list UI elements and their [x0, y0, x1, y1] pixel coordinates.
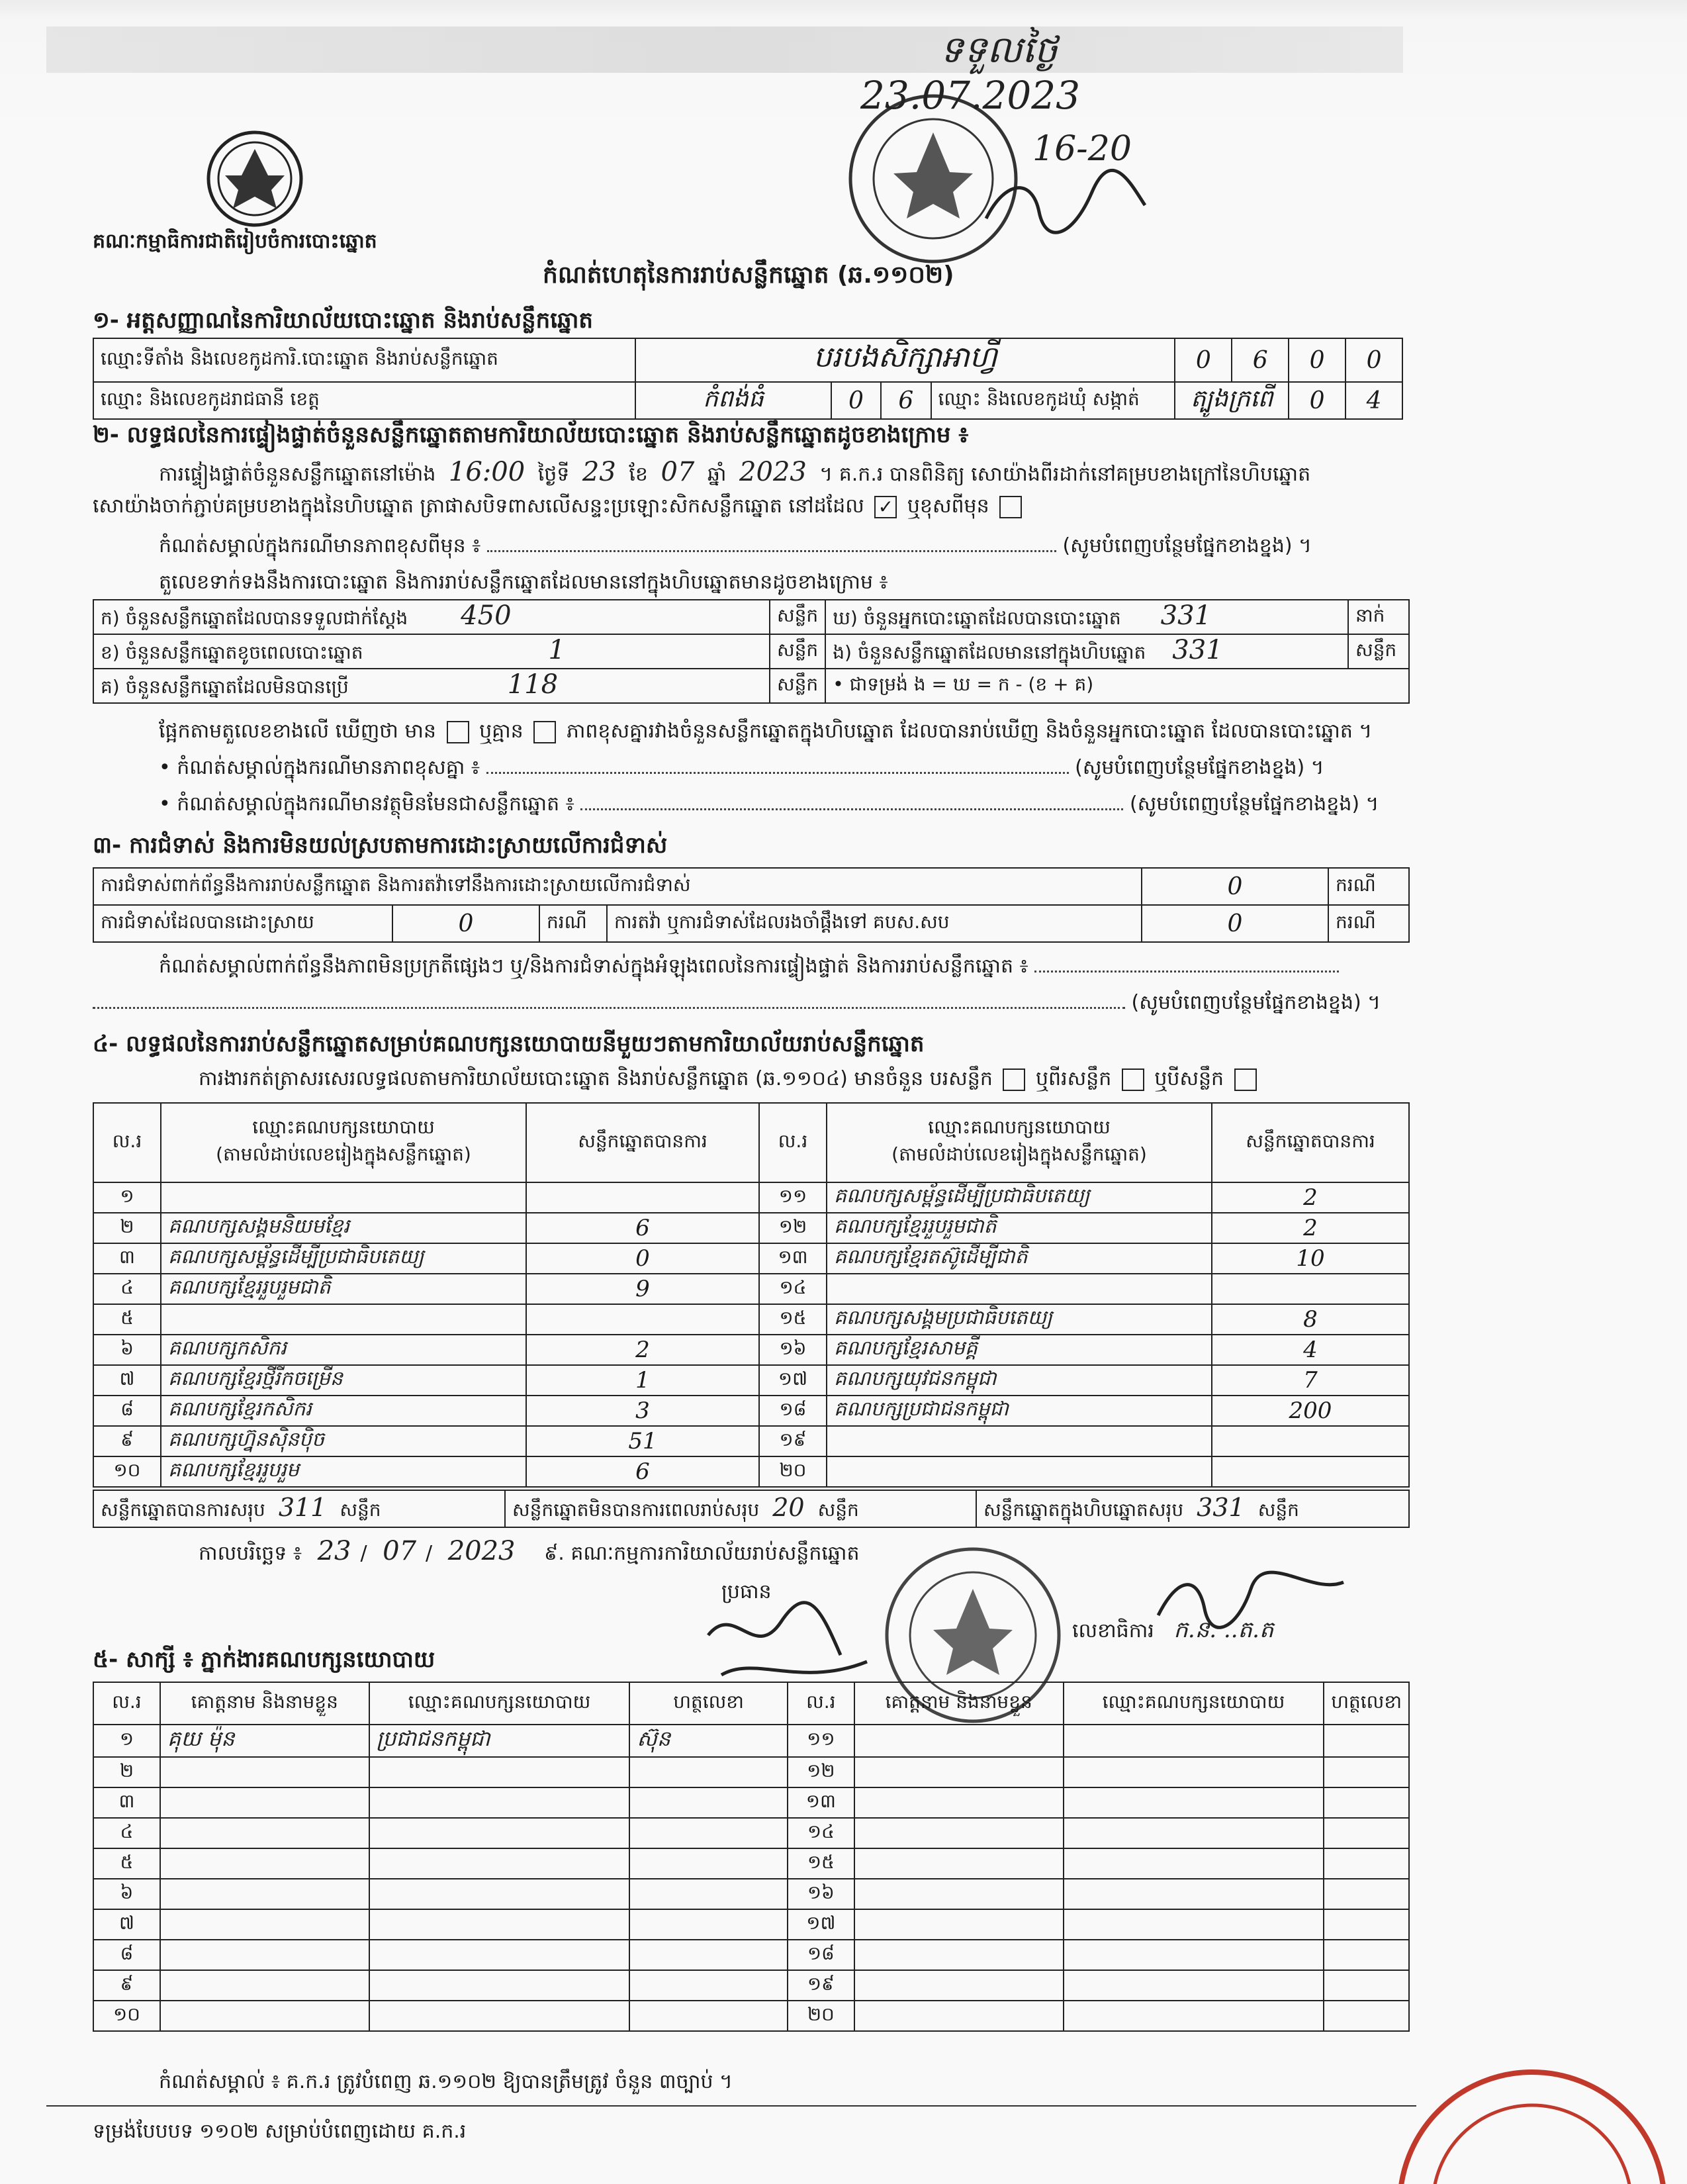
- witness-party: [369, 1757, 630, 1787]
- no-diff-checkbox[interactable]: [533, 721, 556, 743]
- row-no: ១២: [759, 1213, 827, 1243]
- party-name: គណបក្សខ្មែររួបរួមជាតិ: [827, 1213, 1212, 1243]
- province-code-2: 6: [881, 382, 931, 419]
- row-no: ១៥: [788, 1848, 854, 1879]
- row-no: ១១: [788, 1725, 854, 1757]
- case-unit: ករណី: [1328, 905, 1409, 942]
- party-votes: 4: [1212, 1335, 1409, 1365]
- committee-label: ៩. គណៈកម្មការការិយាល័យរាប់សន្លឹកឆ្នោត: [544, 1542, 860, 1565]
- province-code-1: 0: [831, 382, 881, 419]
- compare-line: [159, 718, 1372, 747]
- witness-signature: [1324, 1879, 1409, 1909]
- unused-ballots-value: 118: [507, 669, 559, 700]
- totals-table: [93, 1490, 1410, 1528]
- witness-party: [1064, 1757, 1324, 1787]
- witness-party: [369, 1909, 630, 1940]
- verify-month-label: ខែ: [629, 463, 648, 486]
- row-no: ៣: [93, 1243, 161, 1274]
- section2-title: ២- លទ្ធផលនៃការផ្ទៀងផ្ទាត់ចំនួនសន្លឹកឆ្នោតតាមការិយាល័យបោះឆ្នោត និងរាប់សន្លឹកឆ្នោតដូចខាងក្រោម ៖: [93, 422, 969, 448]
- witness-name: [854, 1787, 1064, 1818]
- witness-signature: [1324, 1970, 1409, 2001]
- witness-signature: [1324, 1940, 1409, 1970]
- row-no: ១៩: [788, 1970, 854, 2001]
- party-votes: 6: [526, 1456, 759, 1487]
- witness-name: [160, 1818, 369, 1848]
- table-row: [93, 1757, 1409, 1787]
- section4-title: ៤- លទ្ធផលនៃការរាប់សន្លឹកឆ្នោតសម្រាប់គណបក្សនយោបាយនីមួយៗតាមការិយាល័យរាប់សន្លឹកឆ្នោត: [93, 1031, 925, 1057]
- unit-cell: សន្លឹក: [1348, 634, 1409, 669]
- province-label: ឈ្មោះ និងលេខកូដរាជធានី ខេត្ត: [93, 382, 635, 419]
- scan-shadow-bar: [46, 26, 1403, 73]
- party-name: គណបក្សសង្គមប្រជាធិបតេយ្យ: [827, 1304, 1212, 1335]
- verify-day-label: ថ្ងៃទី: [537, 463, 570, 486]
- row-no: ១២: [788, 1757, 854, 1787]
- signature-icon: [980, 166, 1152, 245]
- table-row: [93, 1365, 1409, 1396]
- witness-signature: [1324, 1787, 1409, 1818]
- verify-year: 2023: [739, 457, 807, 487]
- witness-name: [854, 1818, 1064, 1848]
- witness-signature: [629, 1940, 787, 1970]
- witness-signature: [1324, 1757, 1409, 1787]
- table-row: [93, 1818, 1409, 1848]
- compare-text: ផ្អែកតាមតួលេខខាងលើ ឃើញថា មាន: [159, 720, 436, 743]
- voters-value: 331: [1160, 600, 1212, 631]
- party-name: គណបក្សខ្មែរថ្មីរីកចម្រើន: [161, 1365, 526, 1396]
- verify-year-label: ឆ្នាំ: [707, 463, 727, 486]
- unchanged-checkbox[interactable]: ✓: [874, 496, 897, 518]
- location-code-3: 0: [1289, 338, 1345, 382]
- row-no: ១៣: [788, 1787, 854, 1818]
- changed-checkbox[interactable]: [999, 496, 1022, 518]
- verify-day: 23: [582, 457, 616, 487]
- three-sheet-checkbox[interactable]: [1234, 1068, 1257, 1091]
- table-row: [93, 1970, 1409, 2001]
- party-votes: 2: [526, 1335, 759, 1365]
- party-votes: 1: [526, 1365, 759, 1396]
- complaints-value: 0: [1142, 868, 1328, 905]
- col-name: គោត្តនាម និងនាមខ្លួន: [854, 1682, 1064, 1725]
- bullet-diff-fill: (សូមបំពេញបន្ថែមផ្នែកខាងខ្នង) ។: [1075, 756, 1324, 779]
- witness-signature: [629, 1909, 787, 1940]
- sheet-count-line: [199, 1066, 1261, 1095]
- section1-table: [93, 338, 1403, 420]
- party-votes: 10: [1212, 1243, 1409, 1274]
- col-sign: ហត្ថលេខា: [1324, 1682, 1409, 1725]
- irregularity-fill: (សូមបំពេញបន្ថែមផ្នែកខាងខ្នង) ។: [1131, 991, 1381, 1014]
- one-sheet-checkbox[interactable]: [1003, 1068, 1025, 1091]
- row-no: ១០: [93, 1456, 161, 1487]
- row-no: ៦: [93, 1879, 160, 1909]
- footnote: កំណត់សម្គាល់ ៖ គ.ក.រ ត្រូវបំពេញ ឆ.១១០២ ឱ្យបានត្រឹមត្រូវ ចំនួន ៣ច្បាប់ ។: [159, 2070, 733, 2093]
- party-votes: 7: [1212, 1365, 1409, 1396]
- col-votes: សន្លឹកឆ្នោតបានការ: [526, 1103, 759, 1182]
- figures-table: [93, 599, 1410, 704]
- witness-signature: ស៊ុន: [629, 1725, 787, 1757]
- col-sign: ហត្ថលេខា: [629, 1682, 787, 1725]
- party-votes: 200: [1212, 1396, 1409, 1426]
- witness-name: [160, 1879, 369, 1909]
- secretary-label: លេខាធិការ: [1072, 1619, 1154, 1642]
- table-row: [93, 1940, 1409, 1970]
- commune-code-2: 4: [1345, 382, 1402, 419]
- row-no: ១៤: [788, 1818, 854, 1848]
- witness-name: [854, 1725, 1064, 1757]
- party-name: [827, 1274, 1212, 1304]
- unit-cell: សន្លឹក: [770, 669, 825, 703]
- secretary-signature-icon: [1152, 1569, 1350, 1635]
- witness-party: [369, 1787, 630, 1818]
- location-label: ឈ្មោះទីតាំង និងលេខកូដការិ.បោះឆ្នោត និងរាប់សន្លឹកឆ្នោត: [93, 338, 635, 382]
- compare-rest: ភាពខុសគ្នារវាងចំនួនសន្លឹកឆ្នោតក្នុងហិបឆ្នោត ដែលបានរាប់ឃើញ និងចំនួនអ្នកបោះឆ្នោត ដែលបានបោះឆ្នោត ។: [566, 720, 1373, 743]
- unused-ballots-row: គ) ចំនួនសន្លឹកឆ្នោតដែលមិនបានប្រើ 118: [93, 669, 770, 703]
- party-votes: 6: [526, 1213, 759, 1243]
- table-row: [93, 1909, 1409, 1940]
- party-name: គណបក្សសម្ព័ន្ធដើម្បីប្រជាធិបតេយ្យ: [161, 1243, 526, 1274]
- total-valid-cell: សន្លឹកឆ្នោតបានការសរុប 311 សន្លឹក: [93, 1490, 505, 1527]
- row-no: ៤: [93, 1818, 160, 1848]
- col-no: ល.រ: [759, 1103, 827, 1182]
- party-name: គណបក្សខ្មែររួបរួម: [161, 1456, 526, 1487]
- party-votes: [526, 1304, 759, 1335]
- witness-signature: [629, 1970, 787, 2001]
- row-no: ៣: [93, 1787, 160, 1818]
- verify-line-2: [93, 493, 1026, 522]
- table-row: [93, 1456, 1409, 1487]
- location-code-2: 6: [1232, 338, 1289, 382]
- table-row: [93, 1426, 1409, 1456]
- witness-signature: [1324, 1818, 1409, 1848]
- section3-title: ៣- ការជំទាស់ និងការមិនយល់ស្របតាមការដោះស្រាយលើការជំទាស់: [93, 832, 668, 859]
- org-name: គណៈកម្មាធិការជាតិរៀបចំការបោះឆ្នោត: [93, 230, 377, 253]
- resolved-label: ការជំទាស់ដែលបានដោះស្រាយ: [93, 905, 392, 942]
- row-no: ១៨: [788, 1940, 854, 1970]
- note-diff-fill: (សូមបំពេញបន្ថែមផ្នែកខាងខ្នង) ។: [1062, 534, 1312, 557]
- witness-signature: [1324, 1848, 1409, 1879]
- table-row: [93, 1725, 1409, 1757]
- note-diff-line: [159, 533, 1403, 562]
- party-votes: 51: [526, 1426, 759, 1456]
- row-no: ២០: [759, 1456, 827, 1487]
- row-no: ៥: [93, 1848, 160, 1879]
- bullet-object-label: • កំណត់សម្គាល់ក្នុងករណីមានវត្ថុមិនមែនជាសន្លឹកឆ្នោត ៖: [159, 792, 574, 816]
- witness-party: [1064, 1970, 1324, 2001]
- col-party: ឈ្មោះគណបក្សនយោបាយ: [369, 1682, 630, 1725]
- row-no: ៧: [93, 1909, 160, 1940]
- party-name: [161, 1304, 526, 1335]
- date-line: កាលបរិច្ឆេទ ៖ 23 / 07 / 2023 ៩. គណៈកម្មការការិយាល័យរាប់សន្លឹកឆ្នោត: [199, 1536, 860, 1566]
- location-value: បរបងសិក្សាអាហ្វី: [635, 338, 1175, 382]
- row-no: ១០: [93, 2001, 160, 2031]
- pending-label: ការតវ៉ា ឬការជំទាស់ដែលរងចាំផ្តឹងទៅ គបស.សប: [607, 905, 1142, 942]
- received-time: 16-20: [1032, 129, 1132, 169]
- party-votes: 9: [526, 1274, 759, 1304]
- party-votes: [1212, 1274, 1409, 1304]
- witness-party: [1064, 1940, 1324, 1970]
- commune-label: ឈ្មោះ និងលេខកូដឃុំ សង្កាត់: [931, 382, 1175, 419]
- no-diff-label: ឬគ្មាន: [479, 720, 524, 743]
- unit-cell: នាក់: [1348, 600, 1409, 634]
- table-row: [93, 1243, 1409, 1274]
- row-no: ១: [93, 1182, 161, 1213]
- col-votes: សន្លឹកឆ្នោតបានការ: [1212, 1103, 1409, 1182]
- witness-party: [1064, 1818, 1324, 1848]
- verify-month: 07: [661, 457, 695, 487]
- total-box-value: 331: [1197, 1492, 1245, 1522]
- row-no: ១៣: [759, 1243, 827, 1274]
- witness-party: [1064, 1909, 1324, 1940]
- row-no: ២: [93, 1213, 161, 1243]
- formula-cell: • ជាទម្រង់ ង = ឃ = ក - (ខ + គ): [825, 669, 1409, 703]
- row-no: ១៩: [759, 1426, 827, 1456]
- witness-signature: [629, 2001, 787, 2031]
- spoiled-ballots-row: ខ) ចំនួនសន្លឹកឆ្នោតខូចពេលបោះឆ្នោត 1: [93, 634, 770, 669]
- row-no: ៥: [93, 1304, 161, 1335]
- witness-party: [369, 1940, 630, 1970]
- row-no: ១៨: [759, 1396, 827, 1426]
- verify-time-label: ការផ្ទៀងផ្ទាត់ចំនួនសន្លឹកឆ្នោតនៅម៉ោង: [159, 463, 436, 486]
- complaints-label: ការជំទាស់ពាក់ព័ន្ធនឹងការរាប់សន្លឹកឆ្នោត និងការតវ៉ាទៅនឹងការដោះស្រាយលើការជំទាស់: [93, 868, 1142, 905]
- sheet-count-label: ការងារកត់ត្រាសរសេរលទ្ធផលតាមការិយាល័យបោះឆ្នោត និងរាប់សន្លឹកឆ្នោត (ឆ.១១០៤) មានចំនួន បរសន្លឹក: [199, 1067, 993, 1090]
- witness-name: គុយ ម៉ុន: [160, 1725, 369, 1757]
- col-party: ឈ្មោះគណបក្សនយោបាយ (តាមលំដាប់លេខរៀងក្នុងសន្លឹកឆ្នោត): [161, 1103, 526, 1182]
- witness-party: ប្រជាជនកម្ពុជា: [369, 1725, 630, 1757]
- received-ballots-value: 450: [461, 600, 512, 631]
- resolved-value: 0: [392, 905, 539, 942]
- irregularity-note: [159, 953, 1403, 982]
- witness-name: [160, 1909, 369, 1940]
- table-row: [93, 1182, 1409, 1213]
- party-name: [161, 1182, 526, 1213]
- party-votes: [1212, 1456, 1409, 1487]
- row-no: ២: [93, 1757, 160, 1787]
- party-votes: 3: [526, 1396, 759, 1426]
- case-unit: ករណី: [539, 905, 607, 942]
- spoiled-ballots-value: 1: [548, 635, 565, 665]
- box-ballots-row: ង) ចំនួនសន្លឹកឆ្នោតដែលមាននៅក្នុងហិបឆ្នោត 331: [825, 634, 1348, 669]
- witness-name: [854, 2001, 1064, 2031]
- party-name: គណបក្សសម្ព័ន្ធដើម្បីប្រជាធិបតេយ្យ: [827, 1182, 1212, 1213]
- witness-table: [93, 1682, 1410, 2032]
- bullet-object-line: [159, 791, 1403, 820]
- witness-party: [369, 1848, 630, 1879]
- witness-name: [854, 1879, 1064, 1909]
- col-name: គោត្តនាម និងនាមខ្លួន: [160, 1682, 369, 1725]
- section1-title: ១- អត្តសញ្ញាណនៃការិយាល័យបោះឆ្នោត និងរាប់សន្លឹកឆ្នោត: [93, 307, 593, 334]
- row-no: ១៤: [759, 1274, 827, 1304]
- note-diff-label: កំណត់សម្គាល់ក្នុងករណីមានភាពខុសពីមុន ៖: [159, 534, 481, 557]
- verify-rest: ។ គ.ក.រ បានពិនិត្យ សោយ៉ាងពីរដាក់នៅគម្របខាងក្រៅនៃហិបឆ្នោត: [819, 463, 1311, 486]
- col-party: ឈ្មោះគណបក្សនយោបាយ (តាមលំដាប់លេខរៀងក្នុងសន្លឹកឆ្នោត): [827, 1103, 1212, 1182]
- party-name: គណបក្សខ្មែរតស៊ូដើម្បីជាតិ: [827, 1243, 1212, 1274]
- date-day: 23: [317, 1536, 351, 1566]
- table-row: [93, 1274, 1409, 1304]
- table-row: [93, 2001, 1409, 2031]
- witness-signature: [629, 1757, 787, 1787]
- irregularity-fill-line: [93, 990, 1403, 1019]
- row-no: ៨: [93, 1940, 160, 1970]
- party-name: គណបក្សកសិករ: [161, 1335, 526, 1365]
- col-no: ល.រ: [93, 1103, 161, 1182]
- party-votes: 8: [1212, 1304, 1409, 1335]
- party-name: [827, 1426, 1212, 1456]
- received-ballots-row: ក) ចំនួនសន្លឹកឆ្នោតដែលបានទទួលជាក់ស្តែង 450: [93, 600, 770, 634]
- witness-signature: [629, 1818, 787, 1848]
- row-no: ១: [93, 1725, 160, 1757]
- red-stamp-icon: [1377, 2052, 1687, 2184]
- row-no: ៨: [93, 1396, 161, 1426]
- row-no: ១១: [759, 1182, 827, 1213]
- has-diff-checkbox[interactable]: [447, 721, 469, 743]
- witness-name: [854, 1909, 1064, 1940]
- chair-label: ប្រធាន: [721, 1580, 772, 1603]
- case-unit: ករណី: [1328, 868, 1409, 905]
- bullet-diff-label: • កំណត់សម្គាល់ក្នុងករណីមានភាពខុសគ្នា ៖: [159, 756, 480, 779]
- date-year: 2023: [447, 1536, 516, 1566]
- witness-party: [1064, 2001, 1324, 2031]
- witness-name: [160, 1848, 369, 1879]
- party-name: គណបក្សប្រជាជនកម្ពុជា: [827, 1396, 1212, 1426]
- witness-signature: [1324, 1909, 1409, 1940]
- row-no: ១៧: [788, 1909, 854, 1940]
- province-value: កំពង់ធំ: [635, 382, 831, 419]
- witness-signature: [1324, 2001, 1409, 2031]
- witness-signature: [629, 1879, 787, 1909]
- witness-party: [369, 2001, 630, 2031]
- row-no: ៦: [93, 1335, 161, 1365]
- witness-name: [160, 1787, 369, 1818]
- row-no: ២០: [788, 2001, 854, 2031]
- col-no: ល.រ: [93, 1682, 160, 1725]
- party-name: [827, 1456, 1212, 1487]
- witness-name: [160, 1970, 369, 2001]
- party-votes: 2: [1212, 1213, 1409, 1243]
- commune-code-1: 0: [1289, 382, 1345, 419]
- two-sheet-checkbox[interactable]: [1122, 1068, 1144, 1091]
- row-no: ១៦: [788, 1879, 854, 1909]
- figures-intro: តួលេខទាក់ទងនឹងការបោះឆ្នោត និងការរាប់សន្លឹកឆ្នោតដែលមាននៅក្នុងហិបឆ្នោតមានដូចខាងក្រោម ៖: [159, 571, 888, 594]
- results-table: [93, 1102, 1410, 1488]
- witness-signature: [1324, 1725, 1409, 1757]
- table-row: [93, 1396, 1409, 1426]
- witness-name: [854, 1757, 1064, 1787]
- witness-party: [369, 1879, 630, 1909]
- witness-party: [1064, 1725, 1324, 1757]
- party-votes: 0: [526, 1243, 759, 1274]
- location-code-1: 0: [1175, 338, 1232, 382]
- row-no: ៧: [93, 1365, 161, 1396]
- witness-party: [1064, 1848, 1324, 1879]
- party-votes: [526, 1182, 759, 1213]
- row-no: ១៥: [759, 1304, 827, 1335]
- party-name: គណបក្សខ្មែរកសិករ: [161, 1396, 526, 1426]
- witness-signature: [629, 1787, 787, 1818]
- witness-party: [369, 1818, 630, 1848]
- received-note: ទទួលថ្ងៃ: [940, 28, 1058, 71]
- witness-name: [854, 1848, 1064, 1879]
- chair-signature-icon: [695, 1595, 880, 1695]
- box-ballots-value: 331: [1172, 635, 1223, 665]
- party-name: គណបក្សសង្គមនិយមខ្មែរ: [161, 1213, 526, 1243]
- irregularity-label: កំណត់សម្គាល់ពាក់ព័ន្ធនឹងភាពមិនប្រក្រតីផ្សេងៗ ឬ/និងការជំទាស់ក្នុងអំឡុងពេលនៃការផ្ទៀងផ្ទាត់ និងការរាប់សន្លឹកឆ្នោត ៖: [159, 955, 1028, 978]
- witness-name: [160, 1940, 369, 1970]
- voters-row: ឃ) ចំនួនអ្នកបោះឆ្នោតដែលបានបោះឆ្នោត 331: [825, 600, 1348, 634]
- party-votes: 2: [1212, 1182, 1409, 1213]
- witness-name: [160, 1757, 369, 1787]
- received-date: 23.07.2023: [860, 73, 1081, 118]
- party-name: គណបក្សយុវជនកម្ពុជា: [827, 1365, 1212, 1396]
- section5-title: ៥- សាក្សី ៖ ភ្នាក់ងារគណបក្សនយោបាយ: [93, 1646, 435, 1673]
- nec-emblem-icon: [205, 129, 304, 228]
- pending-value: 0: [1142, 905, 1328, 942]
- footer-divider: [46, 2105, 1416, 2107]
- row-no: ៤: [93, 1274, 161, 1304]
- complaints-table: [93, 867, 1410, 943]
- witness-party: [1064, 1787, 1324, 1818]
- party-votes: [1212, 1426, 1409, 1456]
- witness-signature: [629, 1848, 787, 1879]
- party-name: គណបក្សខ្មែរសាមគ្គី: [827, 1335, 1212, 1365]
- date-month: 07: [383, 1536, 417, 1566]
- table-row: [93, 1304, 1409, 1335]
- two-sheet-label: ឬពីរសន្លឹក: [1036, 1067, 1112, 1090]
- commune-value: ត្បូងក្រពើ: [1175, 382, 1289, 419]
- changed-label: ឬខុសពីមុន: [907, 495, 989, 518]
- col-no: ល.រ: [788, 1682, 854, 1725]
- table-row: [93, 1335, 1409, 1365]
- witness-party: [369, 1970, 630, 2001]
- row-no: ១៧: [759, 1365, 827, 1396]
- date-label: កាលបរិច្ឆេទ ៖: [199, 1542, 302, 1565]
- witness-party: [1064, 1879, 1324, 1909]
- row-no: ១៦: [759, 1335, 827, 1365]
- verify-line-1: [159, 457, 1310, 491]
- footer-form-note: ទម្រង់បែបបទ ១១០២ សម្រាប់បំពេញដោយ គ.ក.រ: [93, 2120, 467, 2143]
- total-valid-value: 311: [278, 1492, 327, 1522]
- unit-cell: សន្លឹក: [770, 600, 825, 634]
- location-code-4: 0: [1345, 338, 1402, 382]
- secretary-name: ក.ន. ..ត.ត: [1173, 1617, 1274, 1643]
- bullet-object-fill: (សូមបំពេញបន្ថែមផ្នែកខាងខ្នង) ។: [1129, 792, 1379, 816]
- party-name: គណបក្សហ្វ៊ុនស៊ិនប៉ិច: [161, 1426, 526, 1456]
- three-sheet-label: ឬបីសន្លឹក: [1154, 1067, 1224, 1090]
- table-row: [93, 1879, 1409, 1909]
- witness-name: [160, 2001, 369, 2031]
- table-row: [93, 1848, 1409, 1879]
- unit-cell: សន្លឹក: [770, 634, 825, 669]
- witness-name: [854, 1970, 1064, 2001]
- verify-time: 16:00: [448, 457, 525, 487]
- total-invalid-value: 20: [772, 1492, 805, 1522]
- row-no: ៩: [93, 1970, 160, 2001]
- witness-name: [854, 1940, 1064, 1970]
- row-no: ៩: [93, 1426, 161, 1456]
- party-name: គណបក្សខ្មែររួបរួមជាតិ: [161, 1274, 526, 1304]
- bullet-diff-line: [159, 755, 1403, 784]
- table-row: [93, 1213, 1409, 1243]
- verify-seal-text: សោយ៉ាងចាក់ភ្ជាប់គម្របខាងក្នុងនៃហិបឆ្នោត ត្រាផាសបិទពាសលើសន្ទះប្រឡោះសិកសន្លឹកឆ្នោត នៅដដែល: [93, 495, 864, 518]
- table-row: [93, 1787, 1409, 1818]
- total-box-cell: សន្លឹកឆ្នោតក្នុងហិបឆ្នោតសរុប 331 សន្លឹក: [976, 1490, 1409, 1527]
- col-party: ឈ្មោះគណបក្សនយោបាយ: [1064, 1682, 1324, 1725]
- form-title: កំណត់ហេតុនៃការរាប់សន្លឹកឆ្នោត (ឆ.១១០២): [543, 261, 954, 289]
- total-invalid-cell: សន្លឹកឆ្នោតមិនបានការពេលរាប់សរុប 20 សន្លឹក: [505, 1490, 976, 1527]
